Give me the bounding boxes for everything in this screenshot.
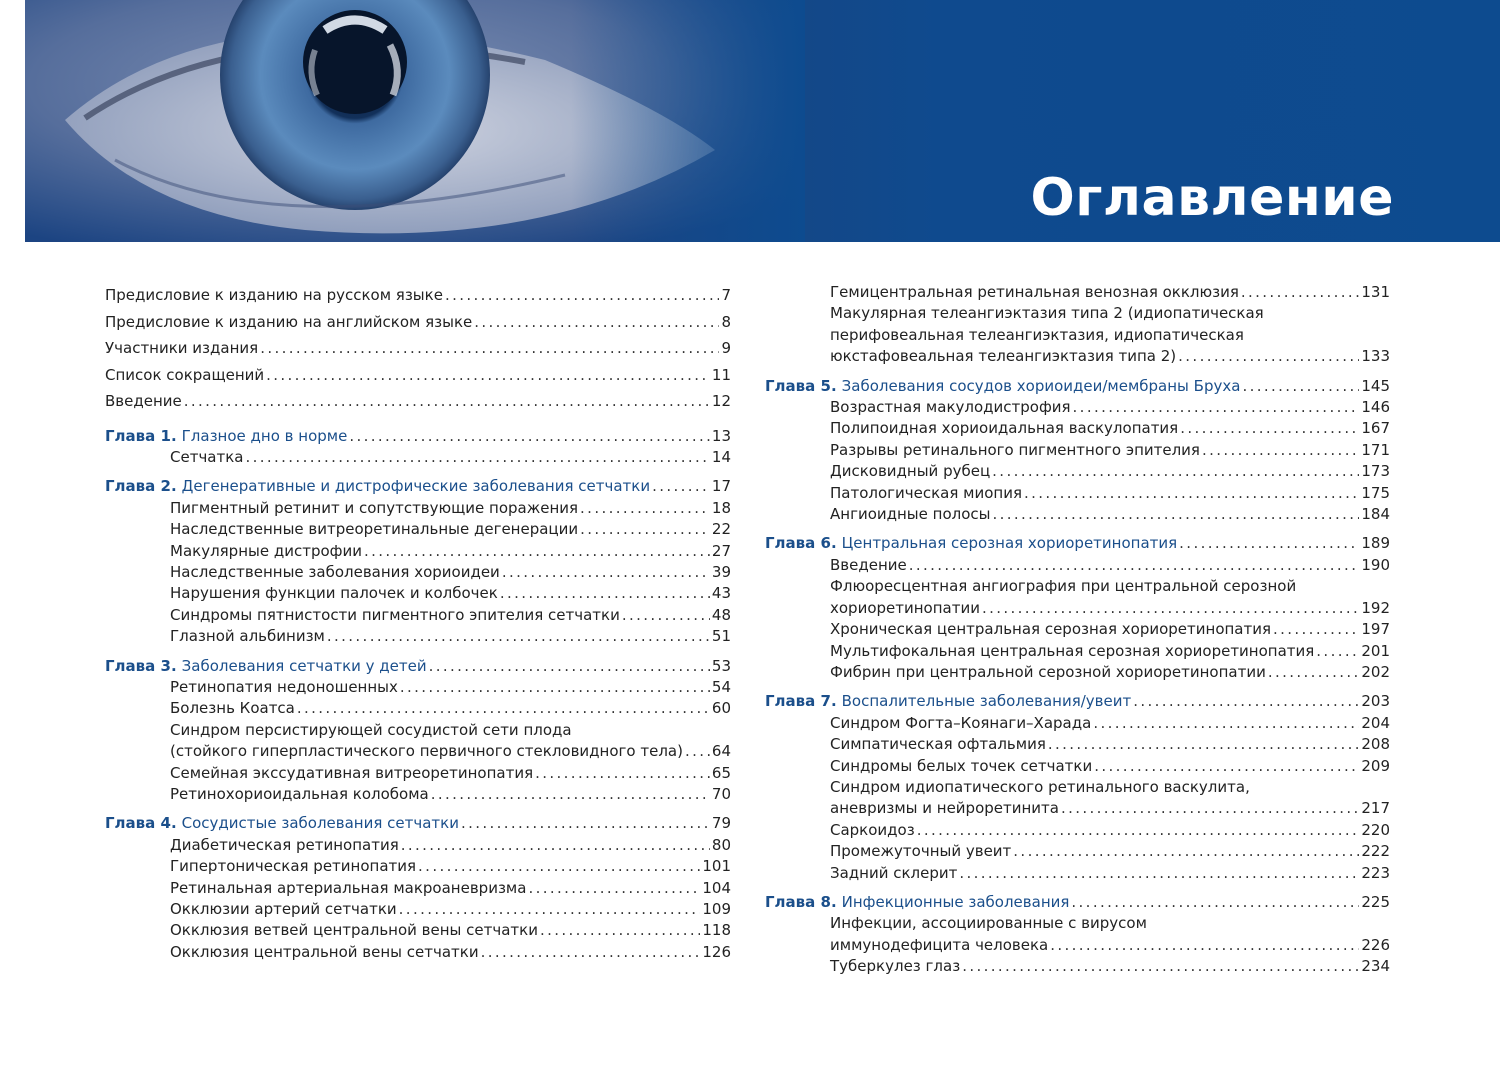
toc-entry[interactable]: Введение . . . 190 xyxy=(765,555,1390,576)
toc-entry[interactable]: Гипертоническая ретинопатия . . . 101 xyxy=(105,856,731,877)
toc-entry[interactable]: Введение . . . 12 xyxy=(105,388,731,415)
toc-entry[interactable]: Ангиоидные полосы . . . 184 xyxy=(765,504,1390,525)
chapter-3-heading[interactable]: Глава 3. Заболевания сетчатки у детей . . . 53 xyxy=(105,656,731,677)
toc-entry[interactable]: Нарушения функции палочек и колбочек . . . 43 xyxy=(105,583,731,604)
toc-entry[interactable]: Полипоидная хориоидальная васкулопатия . . . 167 xyxy=(765,418,1390,439)
eye-photo xyxy=(25,0,805,242)
chapter-8-heading[interactable]: Глава 8. Инфекционные заболевания . . . 225 xyxy=(765,892,1390,913)
toc-entry[interactable]: Гемицентральная ретинальная венозная окклюзия . . . 131 xyxy=(765,282,1390,303)
chapter-1-heading[interactable]: Глава 1. Глазное дно в норме . . . 13 xyxy=(105,426,731,447)
toc-entry[interactable]: Болезнь Коатса . . . 60 xyxy=(105,698,731,719)
toc-entry-line[interactable]: Инфекции, ассоциированные с вирусом xyxy=(830,914,1147,933)
toc-entry[interactable]: Ретинальная артериальная макроаневризма . . . 104 xyxy=(105,878,731,899)
page-number: 12 xyxy=(711,392,731,410)
toc-entry-line[interactable]: перифовеальная телеангиэктазия, идиопатическая xyxy=(830,325,1244,344)
toc-entry[interactable]: Сетчатка . . . 14 xyxy=(105,447,731,468)
toc-entry[interactable]: Промежуточный увеит . . . 222 xyxy=(765,841,1390,862)
toc-entry-line[interactable]: Синдром персистирующей сосудистой сети плода xyxy=(170,720,572,739)
chapter-7-heading[interactable]: Глава 7. Воспалительные заболевания/увеит . . . 203 xyxy=(765,691,1390,712)
toc-entry[interactable]: Макулярные дистрофии . . . 27 xyxy=(105,541,731,562)
chapter-2-heading[interactable]: Глава 2. Дегенеративные и дистрофические заболевания сетчатки . . . 17 xyxy=(105,476,731,497)
toc-entry[interactable]: Окклюзии артерий сетчатки . . . 109 xyxy=(105,899,731,920)
toc-entry[interactable]: Диабетическая ретинопатия . . . 80 xyxy=(105,835,731,856)
toc-entry[interactable]: Ретинохориоидальная колобома . . . 70 xyxy=(105,784,731,805)
toc-entry[interactable]: Предисловие к изданию на русском языке . . . 7 xyxy=(105,282,731,309)
chapter-5-heading[interactable]: Глава 5. Заболевания сосудов хориоидеи/мембраны Бруха . . . 145 xyxy=(765,376,1390,397)
toc-entry-line[interactable]: Макулярная телеангиэктазия типа 2 (идиопатическая xyxy=(830,304,1264,323)
toc-entry[interactable]: Симпатическая офтальмия . . . 208 xyxy=(765,734,1390,755)
toc-entry[interactable]: иммунодефицита человека . . . 226 xyxy=(765,935,1390,956)
toc-entry[interactable]: Патологическая миопия . . . 175 xyxy=(765,483,1390,504)
page-title: Оглавление xyxy=(1030,168,1394,228)
toc-entry[interactable]: хориоретинопатии . . . 192 xyxy=(765,598,1390,619)
toc-entry[interactable]: Разрывы ретинального пигментного эпителия . . . 171 xyxy=(765,440,1390,461)
toc-entry-line[interactable]: Флюоресцентная ангиография при центральной серозной xyxy=(830,577,1297,596)
header-banner xyxy=(25,0,1500,242)
toc-entry[interactable]: Туберкулез глаз . . . 234 xyxy=(765,956,1390,977)
toc-entry[interactable]: Список сокращений . . . 11 xyxy=(105,362,731,389)
toc-entry[interactable]: Глазной альбинизм . . . 51 xyxy=(105,626,731,647)
chapter-6-heading[interactable]: Глава 6. Центральная серозная хориоретинопатия . . . 189 xyxy=(765,533,1390,554)
toc-entry[interactable]: Семейная экссудативная витреоретинопатия . . . 65 xyxy=(105,763,731,784)
toc-entry-line[interactable]: Синдром идиопатического ретинального васкулита, xyxy=(830,777,1250,796)
toc-left-column xyxy=(105,282,731,963)
toc-entry[interactable]: юкстафовеальная телеангиэктазия типа 2) . . . 133 xyxy=(765,346,1390,367)
toc-entry[interactable]: Мультифокальная центральная серозная хориоретинопатия . . . 201 xyxy=(765,641,1390,662)
toc-entry[interactable]: Возрастная макулодистрофия . . . 146 xyxy=(765,397,1390,418)
toc-entry[interactable]: Саркоидоз . . . 220 xyxy=(765,820,1390,841)
toc-entry[interactable]: Участники издания . . . 9 xyxy=(105,335,731,362)
toc-entry[interactable]: Наследственные витреоретинальные дегенерации . . . 22 xyxy=(105,519,731,540)
page-number: 9 xyxy=(721,339,731,357)
toc-entry[interactable]: Дисковидный рубец . . . 173 xyxy=(765,461,1390,482)
toc-entry[interactable]: Синдромы белых точек сетчатки . . . 209 xyxy=(765,756,1390,777)
toc-entry[interactable]: Окклюзия ветвей центральной вены сетчатки . . . 118 xyxy=(105,920,731,941)
toc-entry[interactable]: Окклюзия центральной вены сетчатки . . . 126 xyxy=(105,942,731,963)
toc-right-column xyxy=(765,282,1390,978)
toc-entry[interactable]: аневризмы и нейроретинита . . . 217 xyxy=(765,798,1390,819)
toc-entry[interactable]: Синдромы пятнистости пигментного эпителия сетчатки . . . 48 xyxy=(105,605,731,626)
toc-entry[interactable]: (стойкого гиперпластического первичного стекловидного тела) . . . 64 xyxy=(105,741,731,762)
toc-entry[interactable]: Пигментный ретинит и сопутствующие поражения . . . 18 xyxy=(105,498,731,519)
toc-entry[interactable]: Хроническая центральная серозная хориоретинопатия . . . 197 xyxy=(765,619,1390,640)
toc-entry[interactable]: Фибрин при центральной серозной хориоретинопатии . . . 202 xyxy=(765,662,1390,683)
page-number: 8 xyxy=(721,312,731,331)
toc-entry[interactable]: Наследственные заболевания хориоидеи . . . 39 xyxy=(105,562,731,583)
toc-entry[interactable]: Синдром Фогта–Коянаги–Харада . . . 204 xyxy=(765,713,1390,734)
chapter-4-heading[interactable]: Глава 4. Сосудистые заболевания сетчатки . . . 79 xyxy=(105,813,731,834)
page-number: 7 xyxy=(721,286,731,304)
toc-entry[interactable]: Ретинопатия недоношенных . . . 54 xyxy=(105,677,731,698)
page-number: 11 xyxy=(711,365,731,384)
toc-entry[interactable]: Задний склерит . . . 223 xyxy=(765,863,1390,884)
toc-entry[interactable]: Предисловие к изданию на английском языке . . . 8 xyxy=(105,309,731,336)
